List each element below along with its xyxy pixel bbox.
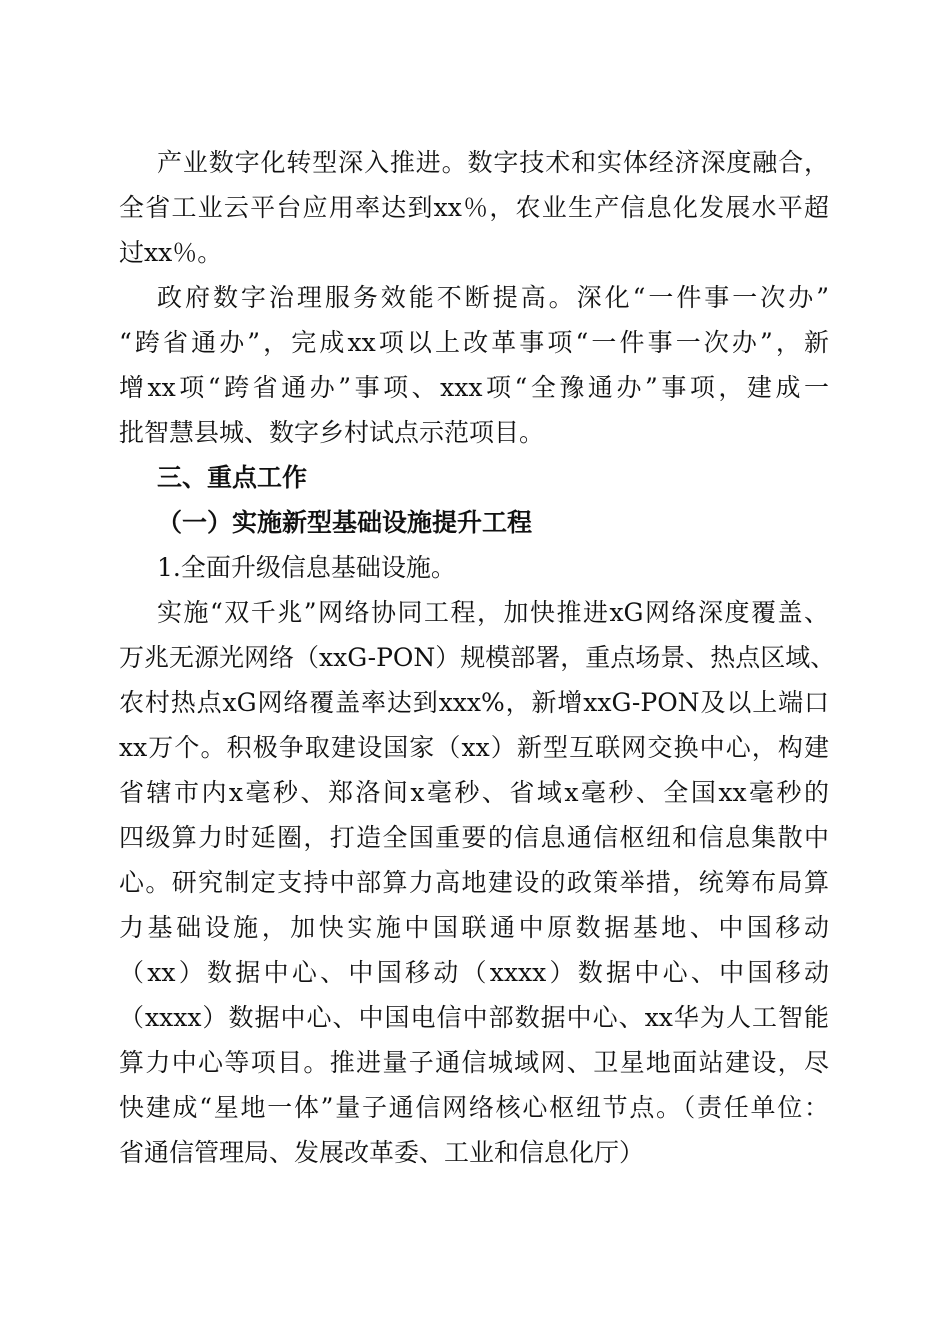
subsection-heading: （一）实施新型基础设施提升工程	[157, 508, 533, 537]
paragraph-industry-digitalization	[119, 140, 829, 275]
text-line: 力基础设施，加快实施中国联通中原数据基地、中国移动	[119, 913, 829, 942]
text-line: 批智慧县城、数字乡村试点示范项目。	[119, 418, 545, 447]
item-heading: 1.全面升级信息基础设施。	[157, 553, 456, 582]
text-line: 实施“双千兆”网络协同工程，加快推进xG网络深度覆盖、	[157, 598, 829, 627]
text-line: 全省工业云平台应用率达到xx％，农业生产信息化发展水平超	[119, 193, 829, 222]
text-line: 省通信管理局、发展改革委、工业和信息化厅）	[119, 1138, 645, 1167]
text-line: 农村热点xG网络覆盖率达到xxx%，新增xxG-PON及以上端口	[119, 688, 829, 717]
paragraph-infrastructure	[119, 590, 836, 1175]
text-line: 算力中心等项目。推进量子通信城域网、卫星地面站建设，尽	[119, 1048, 829, 1077]
section-heading: 三、重点工作	[157, 463, 308, 492]
paragraph-government-governance	[119, 275, 829, 455]
text-line: 产业数字化转型深入推进。数字技术和实体经济深度融合，	[157, 148, 829, 177]
text-line: 政府数字治理服务效能不断提高。深化“一件事一次办”	[157, 283, 829, 312]
text-line: 过xx％。	[119, 238, 223, 267]
text-line: （xxxx）数据中心、中国电信中部数据中心、xx华为人工智能	[119, 1003, 829, 1032]
text-line: 万兆无源光网络（xxG-PON）规模部署，重点场景、热点区域、	[119, 643, 836, 672]
document-page	[119, 140, 836, 1175]
text-line: 省辖市内x毫秒、郑洛间x毫秒、省域x毫秒、全国xx毫秒的	[119, 778, 829, 807]
text-line: “跨省通办”，完成xx项以上改革事项“一件事一次办”，新	[119, 328, 829, 357]
text-line: 增xx项“跨省通办”事项、xxx项“全豫通办”事项，建成一	[119, 373, 829, 402]
text-line: 四级算力时延圈，打造全国重要的信息通信枢纽和信息集散中	[119, 823, 829, 852]
text-line: （xx）数据中心、中国移动（xxxx）数据中心、中国移动	[119, 958, 829, 987]
text-line: 心。研究制定支持中部算力高地建设的政策举措，统筹布局算	[119, 868, 829, 897]
text-line: 快建成“星地一体”量子通信网络核心枢纽节点。（责任单位：	[119, 1093, 829, 1122]
text-line: xx万个。积极争取建设国家（xx）新型互联网交换中心，构建	[119, 733, 829, 762]
